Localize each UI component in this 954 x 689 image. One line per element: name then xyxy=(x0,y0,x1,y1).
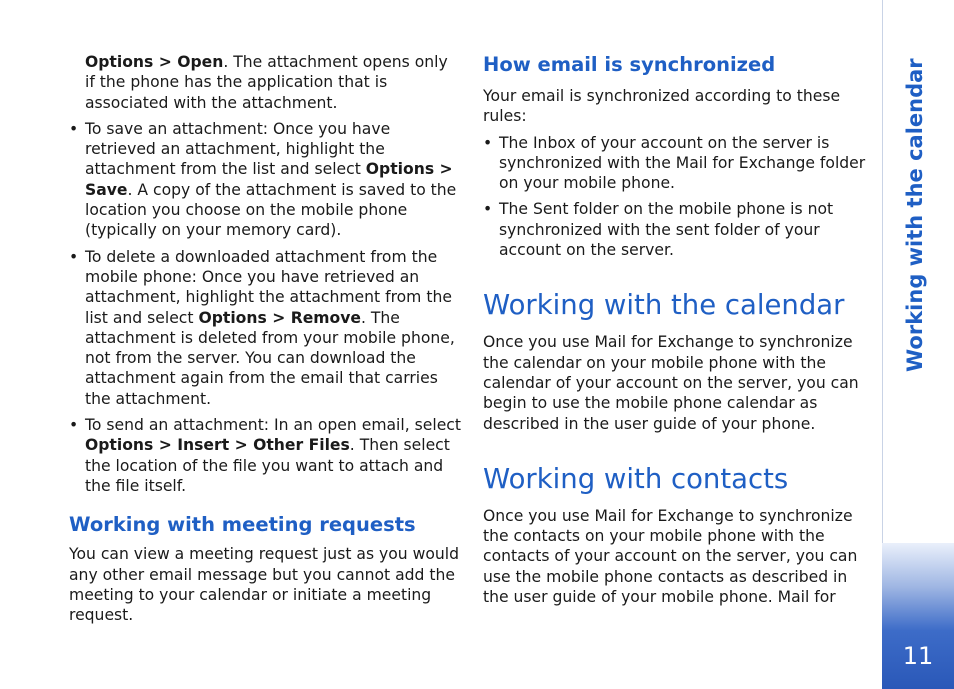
left-column xyxy=(69,52,461,625)
bullet-icon: • xyxy=(483,200,493,219)
options-open-label: Options > Open xyxy=(85,53,224,71)
contacts-heading: Working with contacts xyxy=(483,462,789,495)
delete-text-2: . The attachment is deleted from your mobile phone, not from the server. You can download the attachment again from the email that carries the attachment. xyxy=(85,308,455,408)
list-item-sent xyxy=(483,199,867,260)
calendar-heading: Working with the calendar xyxy=(483,289,845,322)
chapter-title: Working with the calendar xyxy=(903,58,927,372)
bullet-icon: • xyxy=(69,416,79,435)
delete-text-1: To delete a downloaded attachment from the mobile phone: Once you have retrieved an attachment, highlight the attachment from the list and select xyxy=(85,247,452,327)
list-item-delete xyxy=(69,247,461,409)
options-save-label: Options > Save xyxy=(85,160,453,199)
send-text-1: To send an attachment: In an open email, select xyxy=(85,416,461,435)
save-text-2: . A copy of the attachment is saved to the location you choose on the mobile phone (typically on your memory card). xyxy=(85,180,457,240)
page-number: 11 xyxy=(902,642,934,670)
options-insert-label: Options > Insert > Other Files xyxy=(85,436,350,455)
list-item-inbox xyxy=(483,133,867,194)
meeting-requests-heading: Working with meeting requests xyxy=(69,513,416,537)
bullet-icon: • xyxy=(69,247,79,266)
save-text-1: To save an attachment: Once you have retrieved an attachment, highlight the attachment from the list and select xyxy=(85,119,391,179)
sync-bullet-list xyxy=(483,133,867,261)
send-text-2: . Then select the location of the file you want to attach and the file itself. xyxy=(85,436,450,495)
sync-intro: Your email is synchronized according to these rules: xyxy=(483,87,841,126)
inbox-sync-text: The Inbox of your account on the server is synchronized with the Mail for Exchange folder on your mobile phone. xyxy=(499,133,866,193)
attachment-bullet-list xyxy=(69,119,461,496)
sync-heading: How email is synchronized xyxy=(483,53,776,76)
open-description: . The attachment opens only if the phone has the application that is associated with the attachment. xyxy=(85,53,448,112)
meeting-requests-text: You can view a meeting request just as you would any other email message but you cannot add the meeting to your calendar or initiate a meeting request. xyxy=(69,545,460,625)
contacts-text: Once you use Mail for Exchange to synchronize the contacts on your mobile phone with the contacts of your account on the server, you can use the mobile phone contacts as described in the user guide of your mobile phone. Mail for xyxy=(483,506,858,607)
calendar-text: Once you use Mail for Exchange to synchronize the calendar on your mobile phone with the calendar of your account on the server, you can begin to use the mobile phone calendar as described in the user guide of your phone. xyxy=(483,333,859,433)
sent-sync-text: The Sent folder on the mobile phone is not synchronized with the sent folder of your account on the server. xyxy=(499,200,834,260)
bullet-icon: • xyxy=(69,119,79,138)
right-column xyxy=(483,52,867,607)
bullet-icon: • xyxy=(483,133,493,152)
list-item-save xyxy=(69,119,461,241)
options-remove-label: Options > Remove xyxy=(198,308,361,327)
attachment-open-paragraph xyxy=(69,52,461,113)
list-item-send xyxy=(69,415,461,496)
